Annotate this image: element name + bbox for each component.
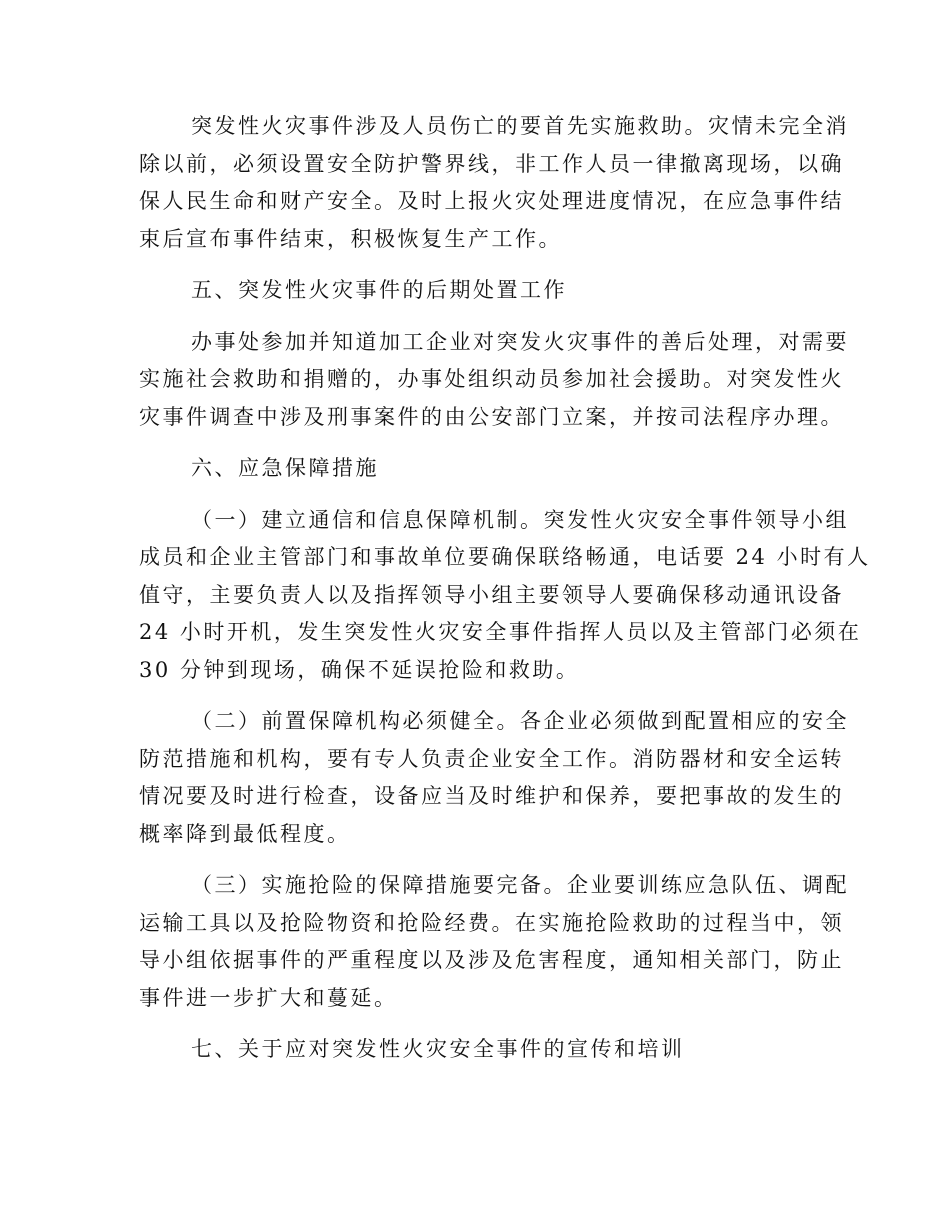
text-line: 情况要及时进行检查，设备应当及时维护和保养，要把事故的发生的 bbox=[139, 784, 844, 808]
text-line: 突发性火灾事件涉及人员伤亡的要首先实施救助。灾情未完全消 bbox=[191, 114, 849, 138]
text-line: （三）实施抢险的保障措施要完备。企业要训练应急队伍、调配 bbox=[191, 873, 849, 897]
text-line: 24 小时开机，发生突发性火灾安全事件指挥人员以及主管部门必须在 bbox=[139, 620, 862, 644]
text-line: 概率降到最低程度。 bbox=[139, 821, 351, 846]
text-line: 事件进一步扩大和蔓延。 bbox=[139, 985, 398, 1010]
document-body bbox=[139, 108, 871, 1083]
text-line: 除以前，必须设置安全防护警界线，非工作人员一律撤离现场，以确 bbox=[139, 151, 844, 176]
body-paragraph bbox=[139, 108, 849, 258]
text-line: 保人民生命和财产安全。及时上报火灾处理进度情况，在应急事件结 bbox=[139, 189, 844, 213]
text-line: 五、突发性火灾事件的后期处置工作 bbox=[191, 278, 567, 302]
text-line: 灾事件调查中涉及刑事案件的由公安部门立案，并按司法程序办理。 bbox=[139, 404, 844, 429]
section-heading bbox=[139, 1031, 799, 1069]
body-paragraph bbox=[139, 324, 849, 437]
section-heading bbox=[139, 450, 799, 488]
text-line: 实施社会救助和捐赠的，办事处组织动员参加社会援助。对突发性火 bbox=[139, 367, 844, 391]
text-line: 值守，主要负责人以及指挥领导小组主要领导人要确保移动通讯设备 bbox=[139, 582, 844, 607]
text-line: 束后宣布事件结束，积极恢复生产工作。 bbox=[139, 226, 562, 251]
text-line: 导小组依据事件的严重程度以及涉及危害程度，通知相关部门，防止 bbox=[139, 948, 844, 972]
text-line: 成员和企业主管部门和事故单位要确保联络畅通，电话要 24 小时有人 bbox=[139, 545, 871, 569]
text-line: （一）建立通信和信息保障机制。突发性火灾安全事件领导小组 bbox=[191, 507, 849, 532]
section-heading bbox=[139, 272, 799, 310]
text-line: 防范措施和机构，要有专人负责企业安全工作。消防器材和安全运转 bbox=[139, 746, 844, 771]
body-paragraph bbox=[139, 502, 871, 690]
text-line: （二）前置保障机构必须健全。各企业必须做到配置相应的安全 bbox=[191, 709, 849, 733]
text-line: 七、关于应对突发性火灾安全事件的宣传和培训 bbox=[191, 1037, 685, 1061]
text-line: 30 分钟到现场，确保不延误抢险和救助。 bbox=[139, 657, 580, 682]
text-line: 运输工具以及抢险物资和抢险经费。在实施抢险救助的过程当中，领 bbox=[139, 910, 844, 935]
text-line: 六、应急保障措施 bbox=[191, 456, 379, 480]
text-line: 办事处参加并知道加工企业对突发火灾事件的善后处理，对需要 bbox=[191, 329, 849, 354]
body-paragraph bbox=[139, 703, 849, 853]
body-paragraph bbox=[139, 867, 849, 1017]
